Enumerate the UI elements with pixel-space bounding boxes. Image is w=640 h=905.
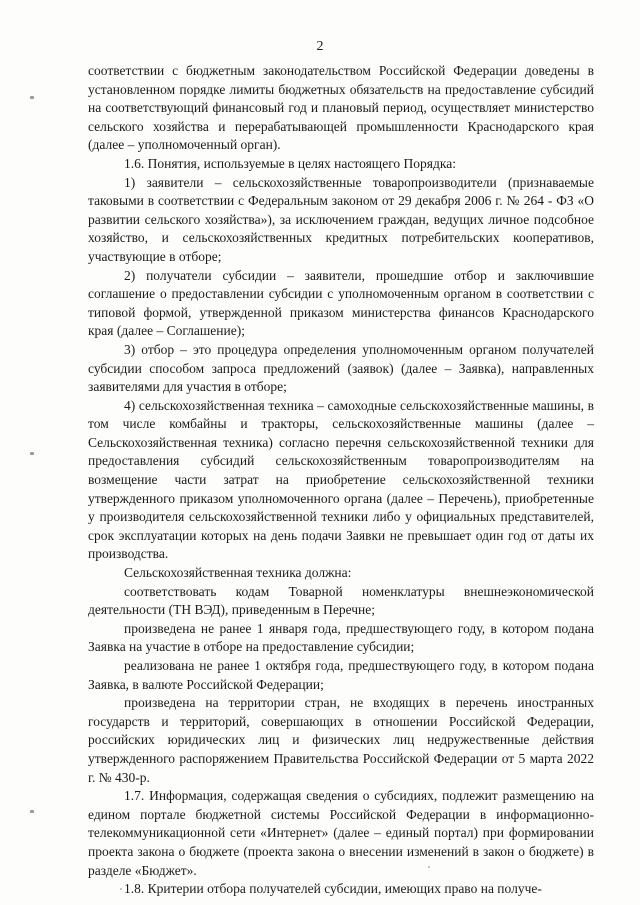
punch-mark xyxy=(30,452,34,455)
paragraph: 1.8. Критерии отбора получателей субсидии, имеющих право на получе- xyxy=(124,881,542,897)
document-body xyxy=(88,62,594,899)
punch-mark xyxy=(30,810,34,813)
paragraph: 1.6. Понятия, используемые в целях настоящего Порядка: xyxy=(124,155,456,171)
paragraph: соответствовать кодам Товарной номенклатуры внешнеэкономической деятельности (ТН ВЭД), приведенным в Перечне; xyxy=(88,583,594,618)
paragraph: 1.7. Информация, содержащая сведения о субсидиях, подлежит размещению на едином портале бюджетной системы Российской Федерации в информационно-телекоммуникационной сети «Интернет» (далее – единый портал) при формировании проекта закона о бюджете (проекта закона о внесении изменений в закон о бюджете) в разделе «Бюджет». xyxy=(88,788,594,878)
page-number: 2 xyxy=(316,39,324,54)
paragraph: соответствии с бюджетным законодательством Российской Федерации доведены в установленном порядке лимиты бюджетных обязательств на предоставление субсидий на соответствующий финансовый год и плановый период, осуществляет министерство сельского хозяйства и перерабатывающей промышленности Краснодарского края (далее – уполномоченный орган). xyxy=(88,63,594,153)
paragraph: 1) заявители – сельскохозяйственные товаропроизводители (признаваемые таковыми в соответствии с Федеральным законом от 29 декабря 2006 г. № 264 - ФЗ «О развитии сельского хозяйства»), за исключением граждан, ведущих личное подсобное хозяйство, и сельскохозяйственных кредитных потребительских кооперативов, участвующие в отборе; xyxy=(88,174,594,264)
paragraph: 2) получатели субсидии – заявители, прошедшие отбор и заключившие соглашение о предоставлении субсидии с уполномоченным органом в соответствии с типовой формой, утвержденной приказом министерства финансов Краснодарского края (далее – Соглашение); xyxy=(88,267,594,339)
paragraph: 3) отбор – это процедура определения уполномоченным органом получателей субсидии способом запроса предложений (заявок) (далее – Заявка), направленных заявителями для участия в отборе; xyxy=(88,341,594,395)
paragraph: Сельскохозяйственная техника должна: xyxy=(124,565,352,581)
paragraph: 4) сельскохозяйственная техника – самоходные сельскохозяйственные машины, в том числе комбайны и тракторы, сельскохозяйственные машины (далее – Сельскохозяйственная техника) согласно перечня сельскохозяйственной техники для предоставления субсидий сельскохозяйственным товаропроизводителям на возмещение части затрат на приобретение сельскохозяйственной техники утвержденного приказом уполномоченного органа (далее – Перечень), приобретенные у производителя сельскохозяйственной техники либо у официальных представителей, срок эксплуатации которых на день подачи Заявки не превышает один год от даты их производства. xyxy=(88,397,594,562)
paragraph: произведена на территории стран, не входящих в перечень иностранных государств и территорий, совершающих в отношении Российской Федерации, российских юридических лиц и физических лиц недружественные действия утвержденного распоряжением Правительства Российской Федерации от 5 марта 2022 г. № 430-р. xyxy=(88,695,594,785)
punch-mark xyxy=(30,96,34,99)
paragraph: произведена не ранее 1 января года, предшествующего году, в котором подана Заявка на участие в отборе на предоставление субсидии; xyxy=(88,620,594,655)
paragraph: реализована не ранее 1 октября года, предшествующего году, в котором подана Заявка, в валюте Российской Федерации; xyxy=(88,658,594,692)
